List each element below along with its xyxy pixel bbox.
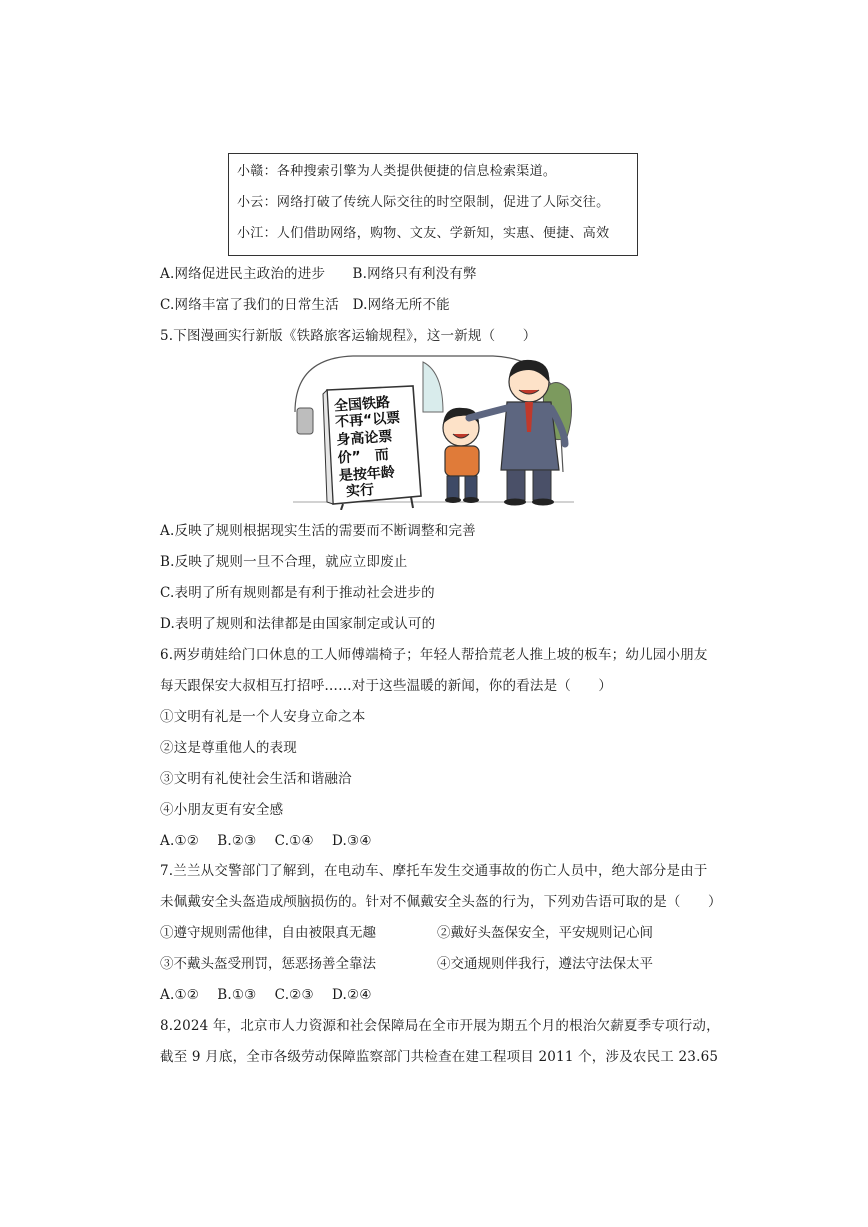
railway-rule-comic: [293, 352, 574, 510]
q6-item-1: ①文明有礼是一个人安身立命之本: [160, 709, 366, 725]
q7-stem-line-1: 7.兰兰从交警部门了解到，在电动车、摩托车发生交通事故的伤亡人员中，绝大部分是由于: [160, 863, 708, 879]
q6-stem-line-2: 每天跟保安大叔相互打招呼……对于这些温暖的新闻，你的看法是（ ）: [160, 678, 613, 694]
q6-item-3: ③文明有礼使社会生活和谐融洽: [160, 771, 352, 787]
q7-item-4: ④交通规则伴我行，遵法守法保太平: [437, 956, 653, 972]
sign-line-3: 身高论票: [335, 428, 393, 449]
q6-options: A.①② B.②③ C.①④ D.③④: [160, 833, 372, 849]
q6-item-4: ④小朋友更有安全感: [160, 802, 284, 818]
q4-options-row-1: A.网络促进民主政治的进步 B.网络只有利没有弊: [160, 266, 477, 282]
q5-option-d: D.表明了规则和法律都是由国家制定或认可的: [160, 616, 436, 632]
q7-item-3: ③不戴头盔受刑罚，惩恶扬善全靠法: [160, 956, 376, 972]
q7-stem-line-2: 未佩戴安全头盔造成颅脑损伤的。针对不佩戴安全头盔的行为，下列劝告语可取的是（ ）: [160, 894, 722, 910]
quote-box: [228, 153, 638, 256]
q8-stem-line-1: 8.2024 年，北京市人力资源和社会保障局在全市开展为期五个月的根治欠薪夏季专项行动，: [160, 1018, 720, 1034]
quote-line-3: 小江：人们借助网络，购物、文友、学新知，实惠、便捷、高效: [237, 226, 610, 241]
quote-line-1: 小赣：各种搜索引擎为人类提供便捷的信息检索渠道。: [237, 164, 557, 179]
q5-option-c: C.表明了所有规则都是有利于推动社会进步的: [160, 585, 435, 601]
q5-stem: 5.下图漫画实行新版《铁路旅客运输规程》，这一新规（ ）: [160, 328, 537, 344]
sign-line-5: 是按年龄: [338, 464, 396, 485]
q7-options: A.①② B.①③ C.②③ D.②④: [160, 987, 372, 1003]
quote-line-2: 小云：网络打破了传统人际交往的时空限制，促进了人际交往。: [237, 195, 610, 210]
sign-line-2: 不再“以票: [334, 410, 401, 431]
sign-line-4: 价” 而: [337, 446, 390, 467]
q5-option-b: B.反映了规则一旦不合理，就应立即废止: [160, 554, 408, 570]
q6-stem-line-1: 6.两岁萌娃给门口休息的工人师傅端椅子；年轻人帮拾荒老人推上坡的板车；幼儿园小朋友: [160, 647, 708, 663]
q7-item-2: ②戴好头盔保安全，平安规则记心间: [437, 925, 653, 941]
q8-stem-line-2: 截至 9 月底，全市各级劳动保障监察部门共检查在建工程项目 2011 个，涉及农民工 23.65: [160, 1049, 719, 1065]
q7-item-1: ①遵守规则需他律，自由被限真无趣: [160, 925, 376, 941]
sign-line-1: 全国铁路: [333, 394, 391, 415]
q6-item-2: ②这是尊重他人的表现: [160, 740, 297, 756]
adult-figure: [469, 360, 565, 506]
sign-line-6: 实行: [345, 482, 375, 500]
child-figure: [443, 408, 479, 503]
sign-board: [323, 386, 421, 510]
q4-options-row-2: C.网络丰富了我们的日常生活 D.网络无所不能: [160, 297, 450, 313]
q5-option-a: A.反映了规则根据现实生活的需要而不断调整和完善: [160, 523, 476, 539]
